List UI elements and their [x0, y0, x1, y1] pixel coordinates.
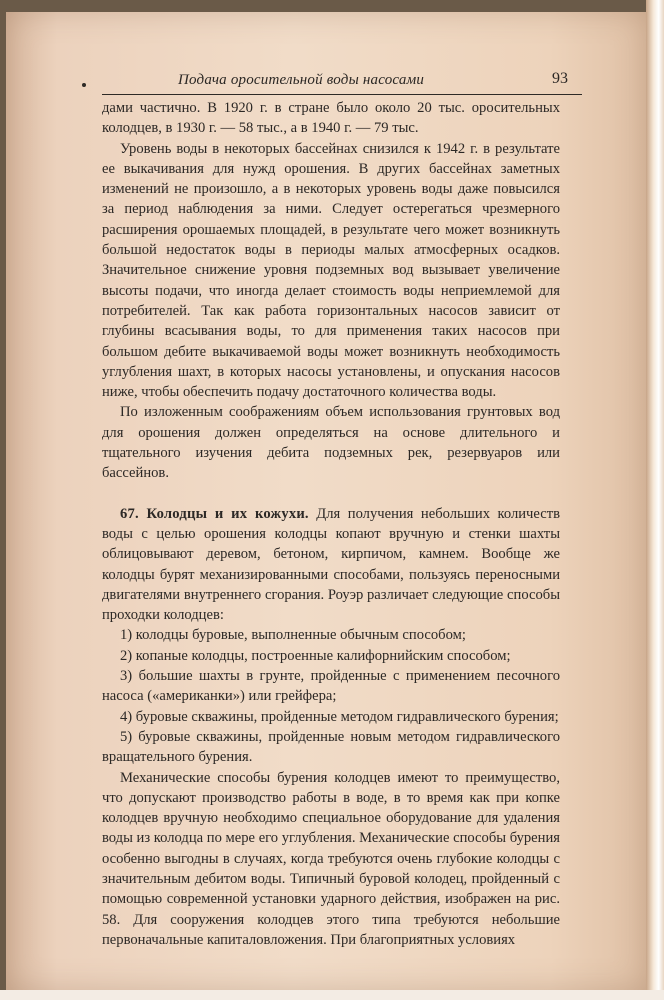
paragraph: Уровень воды в некоторых бассейнах снизился к 1942 г. в результате ее выкачивания для нужд орошения. В других бассейнах заметных изменений не произошло, а в некоторых уровень воды даже повысился за период наблюдения за ними. Следует остерегаться чрезмерного расширения орошаемых площадей, в результате чего может возникнуть большой недостаток воды в периоды малых атмосферных осадков. Значительное снижение уровня подземных вод вызывает увеличение высоты подачи, что иногда делает стоимость воды неприемлемой для потребителей. Так как работа горизонтальных насосов зависит от глубины всасывания воды, то для применения таких насосов при большом дебите выкачиваемой воды может возникнуть необходимость углубления шахт, в которых насосы установлены, и опускания насосов ниже, чтобы обеспечить подачу достаточного количества воды. — [102, 140, 560, 401]
section-intro: Для получения небольших количеств воды с целью орошения колодцы копают вручную и стенки шахты облицовывают деревом, бетоном, кирпичом, камнем. Вообще же колодцы бурят механизированными способами, пользуясь переносными двигателями внутреннего сгорания. Роуэр различает следующие способы проходки колодцев: — [102, 505, 560, 624]
section-gap — [102, 484, 560, 504]
paragraph: дами частично. В 1920 г. в стране было около 20 тыс. оросительных колодцев, в 1930 г. — 58 тыс., а в 1940 г. — 79 тыс. — [102, 100, 560, 137]
paragraph: По изложенным соображениям объем использования грунтовых вод для орошения должен определяться на основе длительного и тщательного изучения дебита подземных рек, резервуаров или бассейнов. — [102, 404, 560, 482]
page-body — [102, 98, 560, 950]
header-mark — [82, 83, 86, 87]
list-item: 5) буровые скважины, пройденные новым методом гидравлического вращательного бурения. — [102, 728, 560, 766]
page-header — [102, 66, 582, 95]
section-intro-paragraph — [102, 504, 560, 626]
section-title: 67. Колодцы и их кожухи. — [120, 505, 309, 522]
list-item: 2) копаные колодцы, построенные калифорнийским способом; — [120, 647, 511, 664]
list-item: 4) буровые скважины, пройденные методом гидравлического бурения; — [120, 708, 559, 725]
page-number: 93 — [552, 70, 568, 87]
page-edge — [646, 0, 664, 1000]
list-item: 3) большие шахты в грунте, пройденные с применением песочного насоса («американки») или грейфера; — [102, 668, 560, 705]
paragraph: Механические способы бурения колодцев имеют то преимущество, что допускают производство работы в воде, в то время как при копке колодцев вручную необходимо специальное оборудование для удаления воды из колодца по мере его углубления. Механические способы бурения особенно выгодны в случаях, когда требуются очень глубокие колодцы с значительным дебитом воды. Типичный буровой колодец, пройденный с помощью современной установки ударного действия, изображен на рис. 58. Для сооружения колодцев этого типа требуются небольшие первоначальные капиталовложения. При благоприятных условиях — [102, 769, 560, 948]
running-title: Подача оросительной воды насосами — [178, 72, 425, 88]
list-item: 1) колодцы буровые, выполненные обычным способом; — [120, 627, 466, 644]
page-edge-bottom — [0, 990, 664, 1000]
